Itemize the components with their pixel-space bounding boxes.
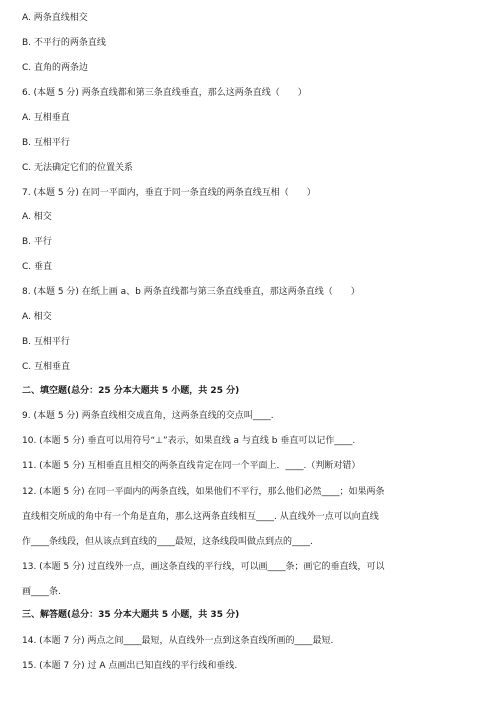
question-text: 作____条线段，但从该点到直线的____最短，这条线段叫做点到点的____. bbox=[22, 537, 313, 547]
answer-option: C. 直角的两条边 bbox=[22, 63, 89, 73]
answer-option: B. 互相平行 bbox=[22, 337, 70, 347]
question-text: 9. (本题 5 分) 两条直线相交成直角，这两条直线的交点叫____. bbox=[22, 411, 274, 421]
question-text: 13. (本题 5 分) 过直线外一点，画这条直线的平行线，可以画____条；画它的垂直线，可以 bbox=[22, 562, 385, 572]
section-heading: 三、解答题(总分：35 分本大题共 5 小题，共 35 分) bbox=[22, 610, 240, 620]
question-text: 11. (本题 5 分) 互相垂直且相交的两条直线肯定在同一个平面上．____.（判断对错） bbox=[22, 461, 361, 471]
answer-option: A. 两条直线相交 bbox=[22, 13, 88, 23]
question-text: 7. (本题 5 分) 在同一平面内，垂直于同一条直线的两条直线互相（ ） bbox=[22, 188, 316, 198]
answer-option: A. 互相垂直 bbox=[22, 113, 70, 123]
answer-option: C. 互相垂直 bbox=[22, 362, 71, 372]
answer-option: B. 平行 bbox=[22, 237, 52, 247]
question-text: 10. (本题 5 分) 垂直可以用符号“⊥”表示，如果直线 a 与直线 b 垂直可以记作____. bbox=[22, 436, 356, 446]
question-text: 直线相交所成的角中有一个角是直角，那么这两条直线相互____. 从直线外一点可以向直线 bbox=[22, 512, 379, 522]
question-text: 12. (本题 5 分) 在同一平面内的两条直线，如果他们不平行，那么他们必然____；如果两条 bbox=[22, 487, 385, 497]
question-text: 8. (本题 5 分) 在纸上画 a、b 两条直线都与第三条直线垂直，那这两条直线（ ） bbox=[22, 287, 360, 297]
question-text: 15. (本题 7 分) 过 A 点画出已知直线的平行线和垂线. bbox=[22, 661, 238, 671]
answer-option: A. 相交 bbox=[22, 312, 52, 322]
question-text: 画____条. bbox=[22, 587, 61, 597]
answer-option: C. 垂直 bbox=[22, 262, 53, 272]
section-heading: 二、填空题(总分：25 分本大题共 5 小题，共 25 分) bbox=[22, 386, 240, 396]
answer-option: B. 互相平行 bbox=[22, 138, 70, 148]
question-text: 6. (本题 5 分) 两条直线都和第三条直线垂直，那么这两条直线（ ） bbox=[22, 88, 307, 98]
question-text: 14. (本题 7 分) 两点之间____最短，从直线外一点到这条直线所画的____最短. bbox=[22, 636, 334, 646]
answer-option: A. 相交 bbox=[22, 212, 52, 222]
answer-option: C. 无法确定它们的位置关系 bbox=[22, 163, 134, 173]
answer-option: B. 不平行的两条直线 bbox=[22, 38, 106, 48]
